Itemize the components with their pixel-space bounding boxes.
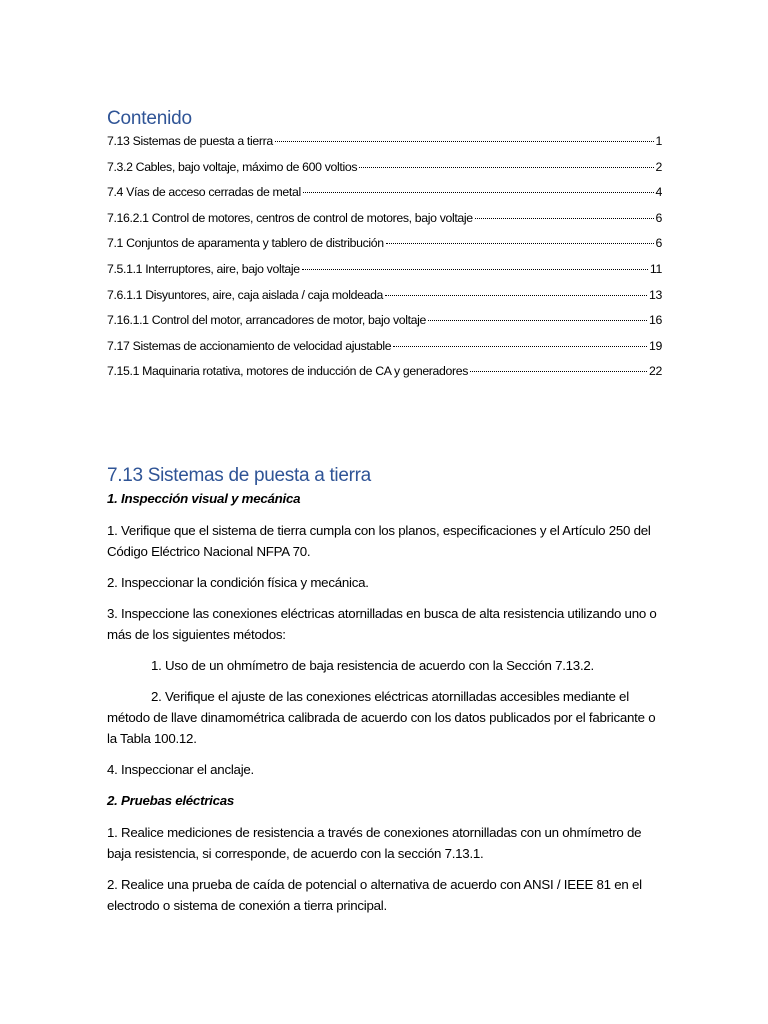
- toc-title: Contenido: [107, 108, 192, 129]
- toc-page-number: 11: [649, 261, 662, 276]
- toc-entry-text: 7.17 Sistemas de accionamiento de velocidad ajustable: [107, 338, 392, 353]
- toc-entry[interactable]: [107, 262, 662, 288]
- subheading-visual-inspection: 1. Inspección visual y mecánica: [107, 491, 301, 506]
- toc-entry[interactable]: [107, 364, 662, 390]
- toc-leader-dots: [393, 346, 647, 347]
- toc-leader-dots: [475, 218, 654, 219]
- toc-entry[interactable]: [107, 236, 662, 262]
- toc-entry[interactable]: [107, 160, 662, 186]
- section-heading: 7.13 Sistemas de puesta a tierra: [107, 465, 371, 486]
- paragraph: 2. Inspeccionar la condición física y mecánica.: [107, 575, 369, 590]
- indented-paragraph: 1. Uso de un ohmímetro de baja resistencia de acuerdo con la Sección 7.13.2.: [151, 658, 594, 673]
- toc-page-number: 2: [655, 159, 662, 174]
- section-body: [107, 488, 667, 926]
- toc-page-number: 6: [655, 210, 662, 225]
- toc-page-number: 1: [655, 134, 662, 148]
- toc-entry[interactable]: [107, 185, 662, 211]
- indented-paragraph: 2. Verifique el ajuste de las conexiones eléctricas atornilladas accesibles mediante el método de llave dinamométrica calibrada de acuerdo con los datos publicados por el fabricante o la Tabla 100.12.: [107, 689, 656, 746]
- toc-entry[interactable]: [107, 134, 662, 160]
- toc-entry-text: 7.3.2 Cables, bajo voltaje, máximo de 600 voltios: [107, 159, 358, 174]
- toc-leader-dots: [302, 269, 648, 270]
- toc-leader-dots: [385, 295, 647, 296]
- subheading-electrical-tests: 2. Pruebas eléctricas: [107, 793, 235, 808]
- paragraph: 1. Verifique que el sistema de tierra cumpla con los planos, especificaciones y el Artículo 250 del Código Eléctrico Nacional NFPA 70.: [107, 523, 651, 559]
- paragraph: 2. Realice una prueba de caída de potencial o alternativa de acuerdo con ANSI / IEEE 81 en el electrodo o sistema de conexión a tierra principal.: [107, 877, 642, 913]
- toc-page-number: 19: [649, 338, 662, 353]
- toc-entry-text: 7.5.1.1 Interruptores, aire, bajo voltaje: [107, 261, 300, 276]
- toc-entry[interactable]: [107, 288, 662, 314]
- toc-page-number: 22: [649, 364, 662, 379]
- toc-page-number: 4: [655, 185, 662, 200]
- toc-entry-text: 7.1 Conjuntos de aparamenta y tablero de distribución: [107, 236, 384, 251]
- toc-entry[interactable]: [107, 211, 662, 237]
- toc-entry[interactable]: [107, 313, 662, 339]
- paragraph: 3. Inspeccione las conexiones eléctricas atornilladas en busca de alta resistencia utilizando uno o más de los siguientes métodos:: [107, 606, 657, 642]
- toc-entry-text: 7.13 Sistemas de puesta a tierra: [107, 134, 273, 148]
- toc-leader-dots: [275, 141, 654, 142]
- toc-entry-text: 7.6.1.1 Disyuntores, aire, caja aislada / caja moldeada: [107, 287, 384, 302]
- toc-entry-text: 7.16.1.1 Control del motor, arrancadores de motor, bajo voltaje: [107, 313, 427, 328]
- toc-leader-dots: [359, 167, 653, 168]
- paragraph: 4. Inspeccionar el anclaje.: [107, 762, 254, 777]
- paragraph: 1. Realice mediciones de resistencia a través de conexiones atornilladas con un ohmímetro de baja resistencia, si corresponde, de acuerdo con la sección 7.13.1.: [107, 825, 642, 861]
- toc-page-number: 13: [649, 287, 662, 302]
- table-of-contents: [107, 134, 662, 390]
- toc-entry-text: 7.4 Vías de acceso cerradas de metal: [107, 185, 301, 200]
- toc-entry[interactable]: [107, 339, 662, 365]
- toc-entry-text: 7.15.1 Maquinaria rotativa, motores de inducción de CA y generadores: [107, 364, 469, 379]
- toc-leader-dots: [386, 243, 654, 244]
- toc-page-number: 16: [649, 313, 662, 328]
- toc-leader-dots: [303, 192, 654, 193]
- toc-leader-dots: [428, 320, 647, 321]
- toc-leader-dots: [470, 371, 647, 372]
- toc-entry-text: 7.16.2.1 Control de motores, centros de control de motores, bajo voltaje: [107, 210, 473, 225]
- toc-page-number: 6: [655, 236, 662, 251]
